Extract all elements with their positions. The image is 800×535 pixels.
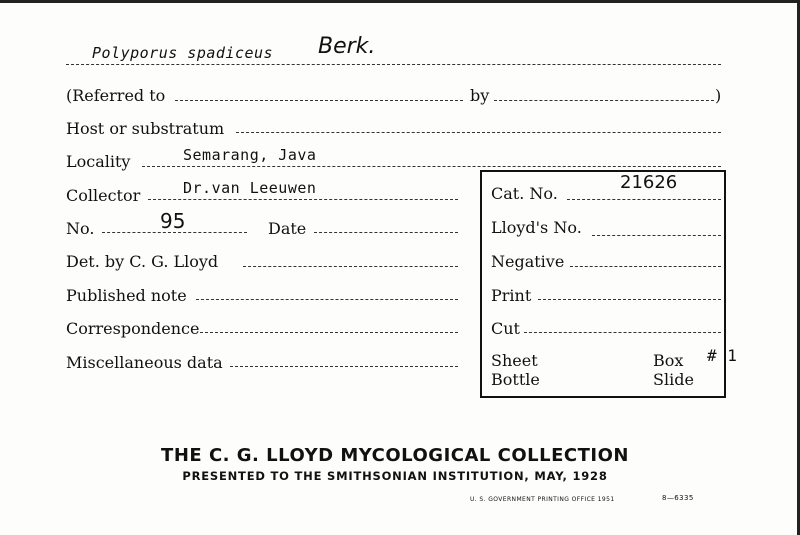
bottle-label: Bottle [491,370,540,389]
locality-line [142,166,721,167]
collector-line [148,199,458,200]
species-author: Berk. [318,34,376,59]
printing-office: U. S. GOVERNMENT PRINTING OFFICE 1951 [470,496,615,503]
referred-to-line [175,100,463,101]
slide-label: Slide [653,370,694,389]
lloyds-no-line [592,235,721,236]
cat-no-label: Cat. No. [491,184,558,203]
species-name: Polyporus spadiceus [92,44,274,62]
correspondence-label: Correspondence [66,319,200,338]
host-line [236,132,721,133]
card-top-edge [0,0,800,3]
published-line [196,299,458,300]
collection-title: THE C. G. LLOYD MYCOLOGICAL COLLECTION [161,445,629,466]
cat-no-line [567,199,721,200]
locality-value: Semarang, Java [183,146,317,164]
species-line [66,64,721,65]
by-line [494,100,714,101]
locality-label: Locality [66,152,131,171]
negative-label: Negative [491,252,565,271]
det-line [243,266,458,267]
lloyds-no-label: Lloyd's No. [491,218,582,237]
box-value: # 1 [707,346,738,365]
misc-line [230,366,458,367]
published-label: Published note [66,286,187,305]
referred-to-label: (Referred to [66,86,166,105]
negative-line [570,266,721,267]
print-line [538,299,721,300]
no-label: No. [66,219,95,238]
date-label: Date [268,219,307,238]
form-number: 8—6335 [662,494,694,502]
host-label: Host or substratum [66,119,225,138]
collector-label: Collector [66,186,141,205]
misc-label: Miscellaneous data [66,353,223,372]
sheet-label: Sheet [491,351,538,370]
collector-value: Dr.van Leeuwen [183,179,317,197]
correspondence-line [200,332,458,333]
cat-no-value: 21626 [620,172,678,193]
collection-subtitle: PRESENTED TO THE SMITHSONIAN INSTITUTION, MAY, 1928 [182,469,608,483]
date-line [314,232,458,233]
det-label: Det. by C. G. Lloyd [66,252,219,271]
box-label: Box [653,351,684,370]
print-label: Print [491,286,532,305]
cut-label: Cut [491,319,520,338]
close-paren: ) [715,86,722,105]
cut-line [524,332,721,333]
by-label: by [470,86,490,105]
no-value: 95 [160,209,186,233]
